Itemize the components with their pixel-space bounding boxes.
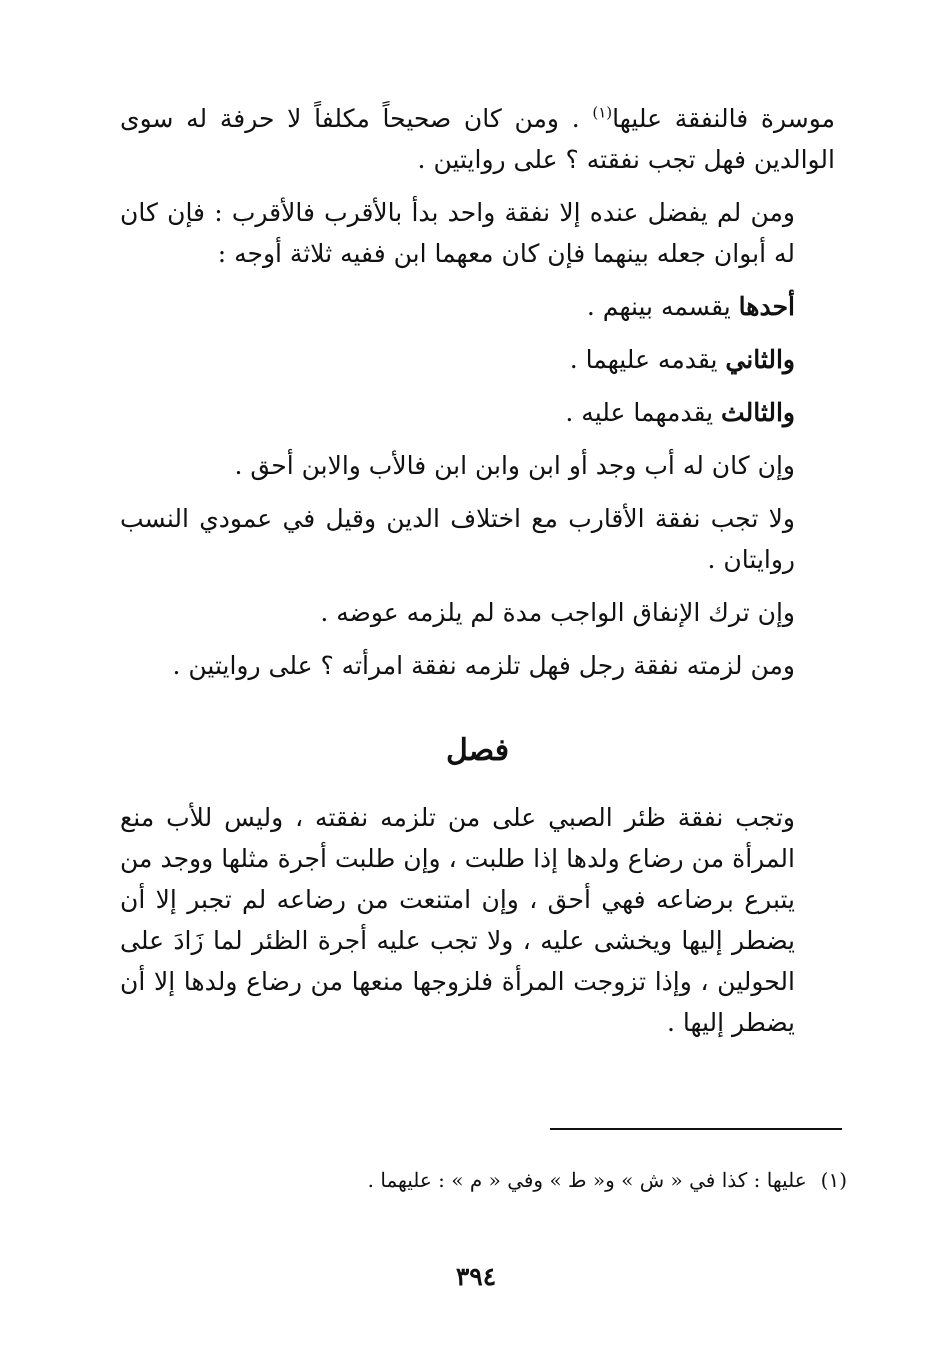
footnote-separator [550, 1128, 842, 1130]
list-item-first [120, 286, 835, 327]
footnote-reference: (١) [592, 103, 613, 122]
paragraph-1-text-b: . ومن كان صحيحاً مكلفاً لا حرفة له سوى الوالدين فهل تجب نفقته ؟ على روايتين . [120, 104, 835, 174]
footnote [247, 1165, 847, 1195]
paragraph-7: وتجب نفقة ظئر الصبي على من تلزمه نفقته ، وليس للأب منع المرأة من رضاع ولدها إذا طلبت ، وإن طلبت أجرة مثلها ووجد من يتبرع برضاعه فهي أحق ، وإن امتنعت من رضاعه لم تجبر إلا أن يضطر إليها ويخشى عليه ، ولا تجب عليه أجرة الظئر لما زَادَ على الحولين ، وإذا تزوجت المرأة فلزوجها منعها من رضاع ولدها إلا أن يضطر إليها . [120, 803, 795, 1037]
paragraph-6: ومن لزمته نفقة رجل فهل تلزمه نفقة امرأته ؟ على روايتين . [172, 651, 795, 680]
list-item-third-text: يقدمهما عليه . [565, 398, 722, 427]
section-heading: فصل [445, 733, 510, 768]
paragraph-2: ومن لم يفضل عنده إلا نفقة واحد بدأ بالأقرب فالأقرب : فإن كان له أبوان جعله بينهما فإن كان معهما ابن ففيه ثلاثة أوجه : [120, 198, 795, 268]
list-item-first-text: يقسمه بينهم . [586, 292, 739, 321]
paragraph-1 [120, 98, 835, 180]
paragraph-4: ولا تجب نفقة الأقارب مع اختلاف الدين وقيل في عمودي النسب روايتان . [120, 504, 795, 574]
page-number: ٣٩٤ [455, 1262, 497, 1291]
list-item-third [120, 392, 835, 433]
paragraph-5: وإن ترك الإنفاق الواجب مدة لم يلزمه عوضه . [320, 598, 795, 627]
list-item-first-lead: أحدها [738, 292, 795, 321]
footnote-text: عليها : كذا في « ش » و« ط » وفي « م » : عليهما . [367, 1168, 807, 1192]
list-item-second [120, 339, 835, 380]
footnote-number: (١) [820, 1168, 847, 1192]
list-item-third-lead: والثالث [721, 398, 795, 427]
paragraph-3: وإن كان له أب وجد أو ابن وابن ابن فالأب والابن أحق . [234, 451, 795, 480]
main-text [120, 98, 835, 1055]
list-item-second-text: يقدمه عليهما . [569, 345, 726, 374]
paragraph-1-text-a: موسرة فالنفقة عليها [612, 104, 835, 133]
list-item-second-lead: والثاني [725, 345, 795, 374]
